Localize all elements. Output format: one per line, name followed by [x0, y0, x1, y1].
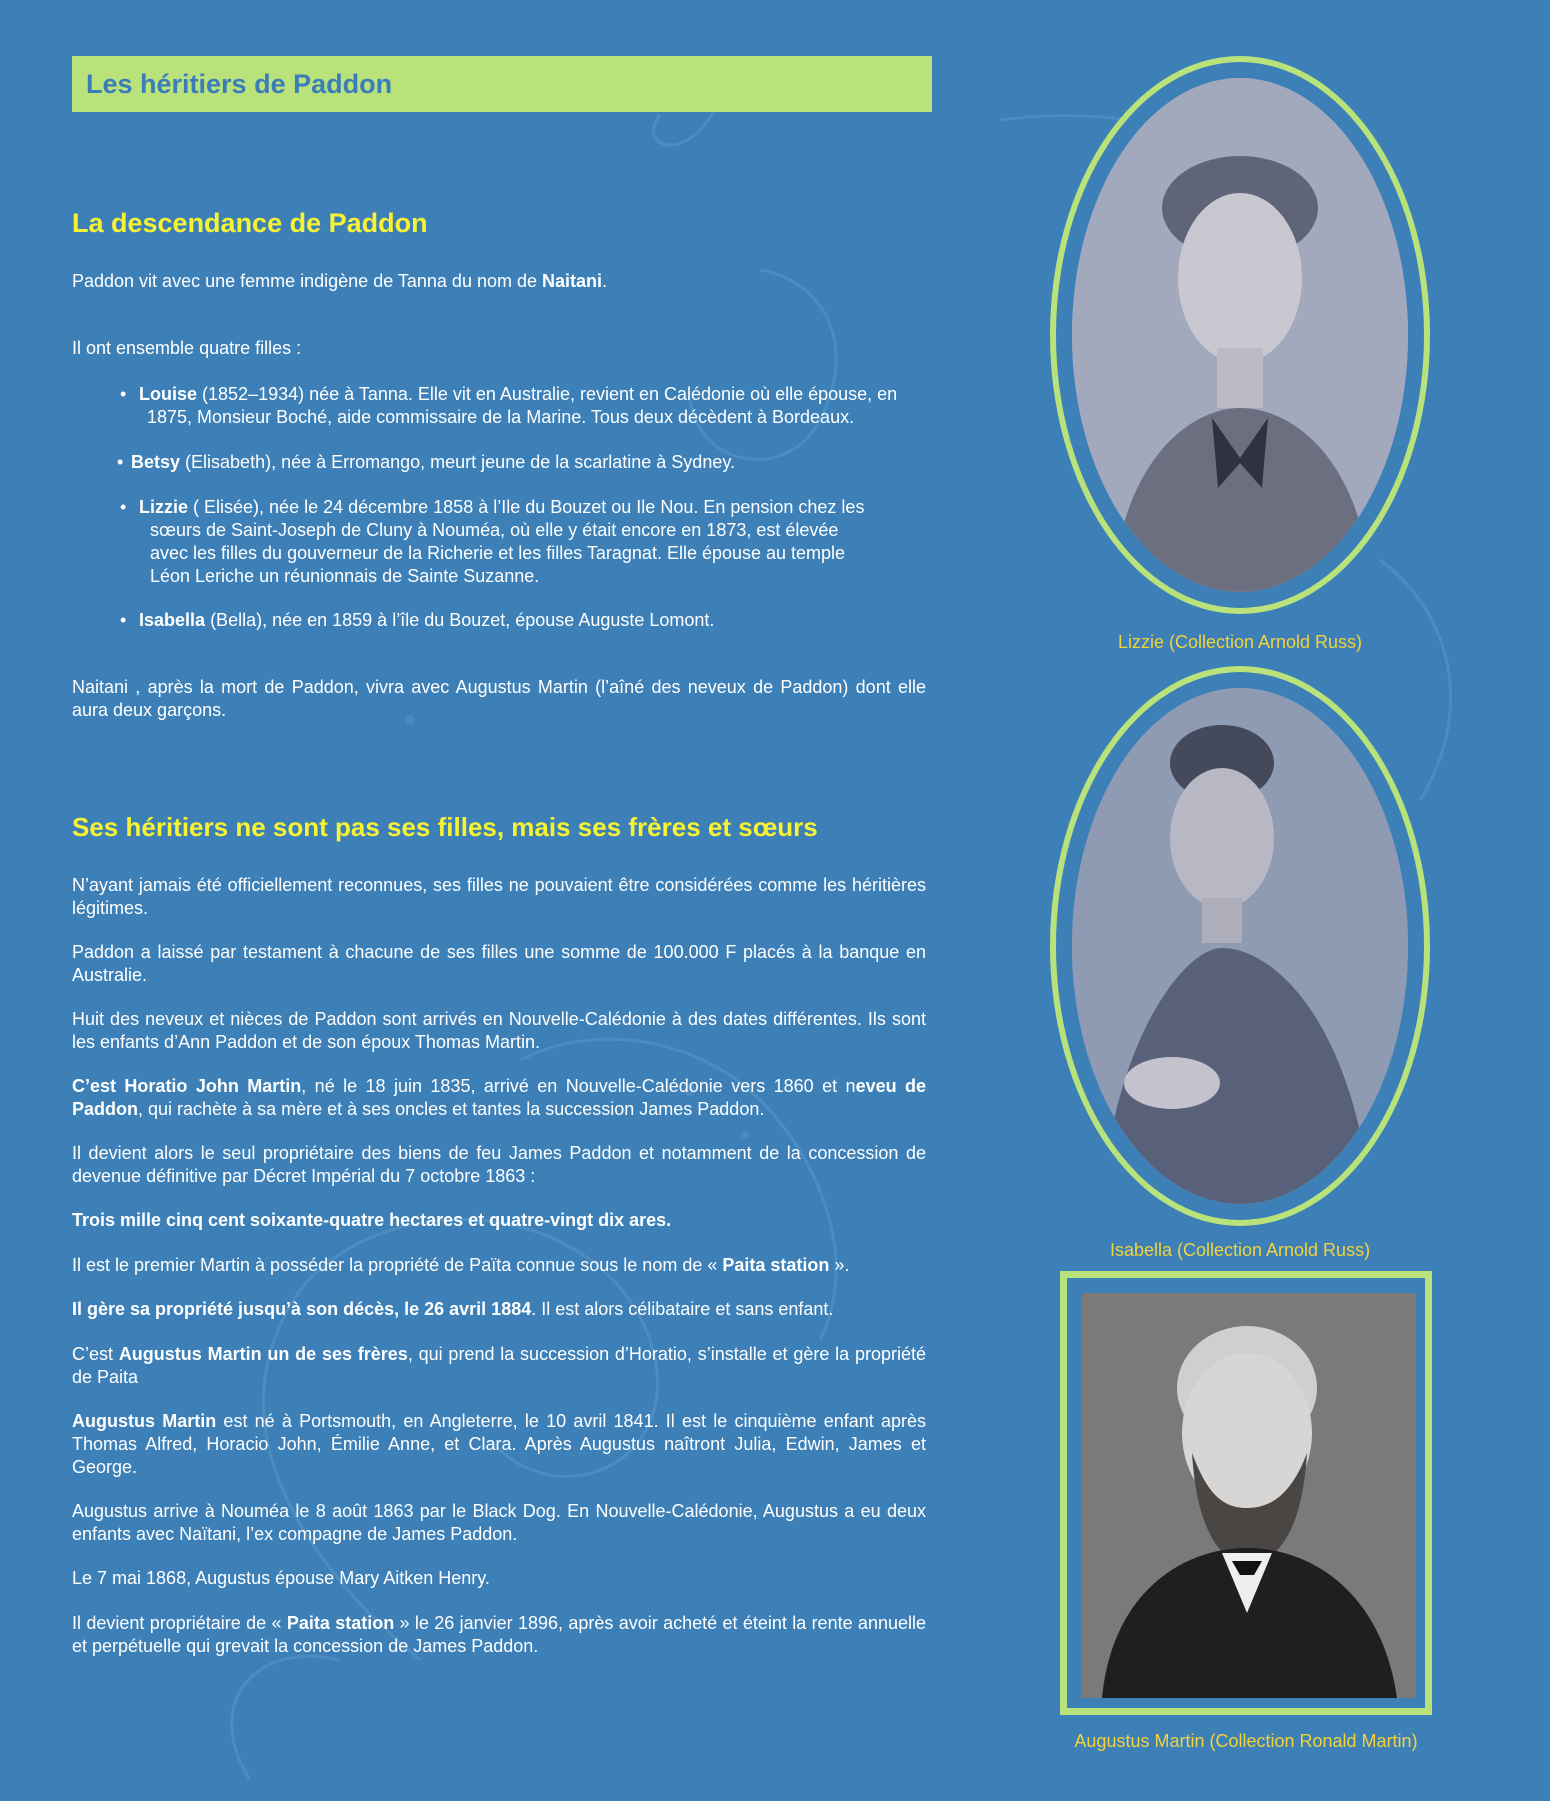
daughter-name: Lizzie — [139, 497, 189, 517]
isabella-caption: Isabella (Collection Arnold Russ) — [1109, 1240, 1371, 1260]
bullet-dot: • — [120, 610, 127, 630]
text: , qui rachète à sa mère et à ses oncles et tantes la succession James Paddon. — [138, 1099, 765, 1119]
paragraph-12: Le 7 mai 1868, Augustus épouse Mary Aitken Henry. — [72, 1568, 490, 1588]
bold-text: Augustus Martin un de ses frères — [118, 1344, 408, 1364]
list-item-isabella — [120, 609, 920, 632]
intro-text: Paddon vit avec une femme indigène de Tanna du nom de — [72, 271, 542, 291]
daughter-text-line: avec les filles du gouverneur de la Richerie et les filles Taragnat. Elle épouse au temple — [150, 543, 846, 563]
paragraph-10 — [72, 1410, 926, 1479]
intro-post-text: . — [602, 271, 608, 291]
daughter-text-line: Léon Leriche un réunionnais de Sainte Suzanne. — [150, 566, 540, 586]
daughter-text: (Elisabeth), née à Erromango, meurt jeune de la scarlatine à Sydney. — [180, 452, 735, 472]
paragraph-3: Huit des neveux et nièces de Paddon sont arrivés en Nouvelle-Calédonie à des dates différentes. Ils sont les enfants d’Ann Paddon et de son époux Thomas Martin. — [72, 1009, 926, 1052]
text: » le 26 janvier 1896, après avoir acheté et éteint la rente annuelle et perpétuelle qui grevait la concession de James Paddon. — [72, 1613, 926, 1656]
bold-text: C’est Horatio John Martin — [72, 1076, 302, 1096]
daughters-intro: Il ont ensemble quatre filles : — [72, 338, 302, 358]
paragraph-6 — [72, 1209, 926, 1232]
text: , qui prend la succession d’Horatio, s’installe et gère la propriété de Paita — [72, 1344, 926, 1387]
bold-text: Trois mille cinq cent soixante-quatre hectares et quatre-vingt dix ares. — [72, 1210, 672, 1230]
title-banner — [72, 56, 932, 112]
bullet-dot: • — [117, 452, 124, 472]
paragraph-4 — [72, 1075, 926, 1121]
page-title: Les héritiers de Paddon — [86, 68, 393, 99]
lizzie-caption: Lizzie (Collection Arnold Russ) — [1117, 632, 1363, 652]
text: est né à Portsmouth, en Angleterre, le 10 avril 1841. Il est le cinquième enfant après Thomas Alfred, Horacio John, Émilie Anne, et Clara. Après Augustus naîtront Julia, Edwin, James et George. — [72, 1411, 926, 1477]
paragraph-2: Paddon a laissé par testament à chacune de ses filles une somme de 100.000 F placés à la banque en Australie. — [72, 942, 926, 985]
intro-bold-name: Naitani — [542, 271, 603, 291]
intro-paragraph — [72, 270, 926, 293]
lizzie-portrait-image — [1072, 78, 1408, 592]
paragraph-9 — [72, 1343, 926, 1389]
naitani-paragraph: Naitani , après la mort de Paddon, vivra avec Augustus Martin (l’aîné des neveux de Paddon) dont elle aura deux garçons. — [72, 677, 926, 720]
augustus-caption: Augustus Martin (Collection Ronald Martin) — [1074, 1731, 1418, 1751]
list-item-lizzie — [120, 496, 920, 588]
paragraph-11: Augustus arrive à Nouméa le 8 août 1863 par le Black Dog. En Nouvelle-Calédonie, Augustus a eu deux enfants avec Naïtani, l’ex compagne de James Paddon. — [72, 1501, 926, 1544]
paragraph-5: Il devient alors le seul propriétaire des biens de feu James Paddon et notamment de la concession de devenue définitive par Décret Impérial du 7 octobre 1863 : — [72, 1143, 926, 1186]
daughter-text: (1852–1934) née à Tanna. Elle vit en Australie, revient en Calédonie où elle épouse, en — [197, 384, 898, 404]
augustus-portrait-image — [1082, 1293, 1416, 1698]
paragraph-13 — [72, 1612, 926, 1658]
paragraph-7 — [72, 1254, 926, 1277]
bullet-dot: • — [120, 497, 127, 517]
text: . Il est alors célibataire et sans enfant. — [531, 1299, 834, 1319]
bullet-dot: • — [120, 384, 127, 404]
text: , né le 18 juin 1835, arrivé en Nouvelle-Calédonie vers 1860 et n — [301, 1076, 856, 1096]
text: C’est — [72, 1344, 119, 1364]
daughter-name: Betsy — [131, 452, 181, 472]
bold-text: Paita station — [286, 1613, 395, 1633]
bold-text: Il gère sa propriété jusqu’à son décès, le 26 avril 1884 — [72, 1299, 532, 1319]
bold-text: eveu de Paddon — [72, 1076, 927, 1119]
paragraph-1: N’ayant jamais été officiellement reconnues, ses filles ne pouvaient être considérées comme les héritières légitimes. — [72, 875, 926, 918]
text: ». — [829, 1255, 850, 1275]
paragraph-8 — [72, 1298, 926, 1321]
text: Il devient propriétaire de « — [72, 1613, 287, 1633]
isabella-portrait-image — [1072, 688, 1408, 1204]
list-item-betsy — [117, 451, 917, 474]
list-item-louise — [120, 383, 920, 429]
daughter-text: ( Elisée), née le 24 décembre 1858 à l’Ile du Bouzet ou Ile Nou. En pension chez les — [188, 497, 865, 517]
daughter-text: (Bella), née en 1859 à l’île du Bouzet, épouse Auguste Lomont. — [205, 610, 715, 630]
daughter-name: Louise — [139, 384, 198, 404]
daughter-text-line: sœurs de Saint-Joseph de Cluny à Nouméa, où elle y était encore en 1873, est élevée — [150, 520, 839, 540]
bold-text: Paita station — [722, 1255, 830, 1275]
daughter-name: Isabella — [139, 610, 206, 630]
section-heading-descendance: La descendance de Paddon — [72, 208, 428, 238]
section-heading-heritiers: Ses héritiers ne sont pas ses filles, mais ses frères et sœurs — [72, 812, 818, 842]
daughter-text-line: 1875, Monsieur Boché, aide commissaire de la Marine. Tous deux décèdent à Bordeaux. — [147, 407, 855, 427]
text: Il est le premier Martin à posséder la propriété de Païta connue sous le nom de « — [72, 1255, 723, 1275]
bold-text: Augustus Martin — [72, 1411, 217, 1431]
